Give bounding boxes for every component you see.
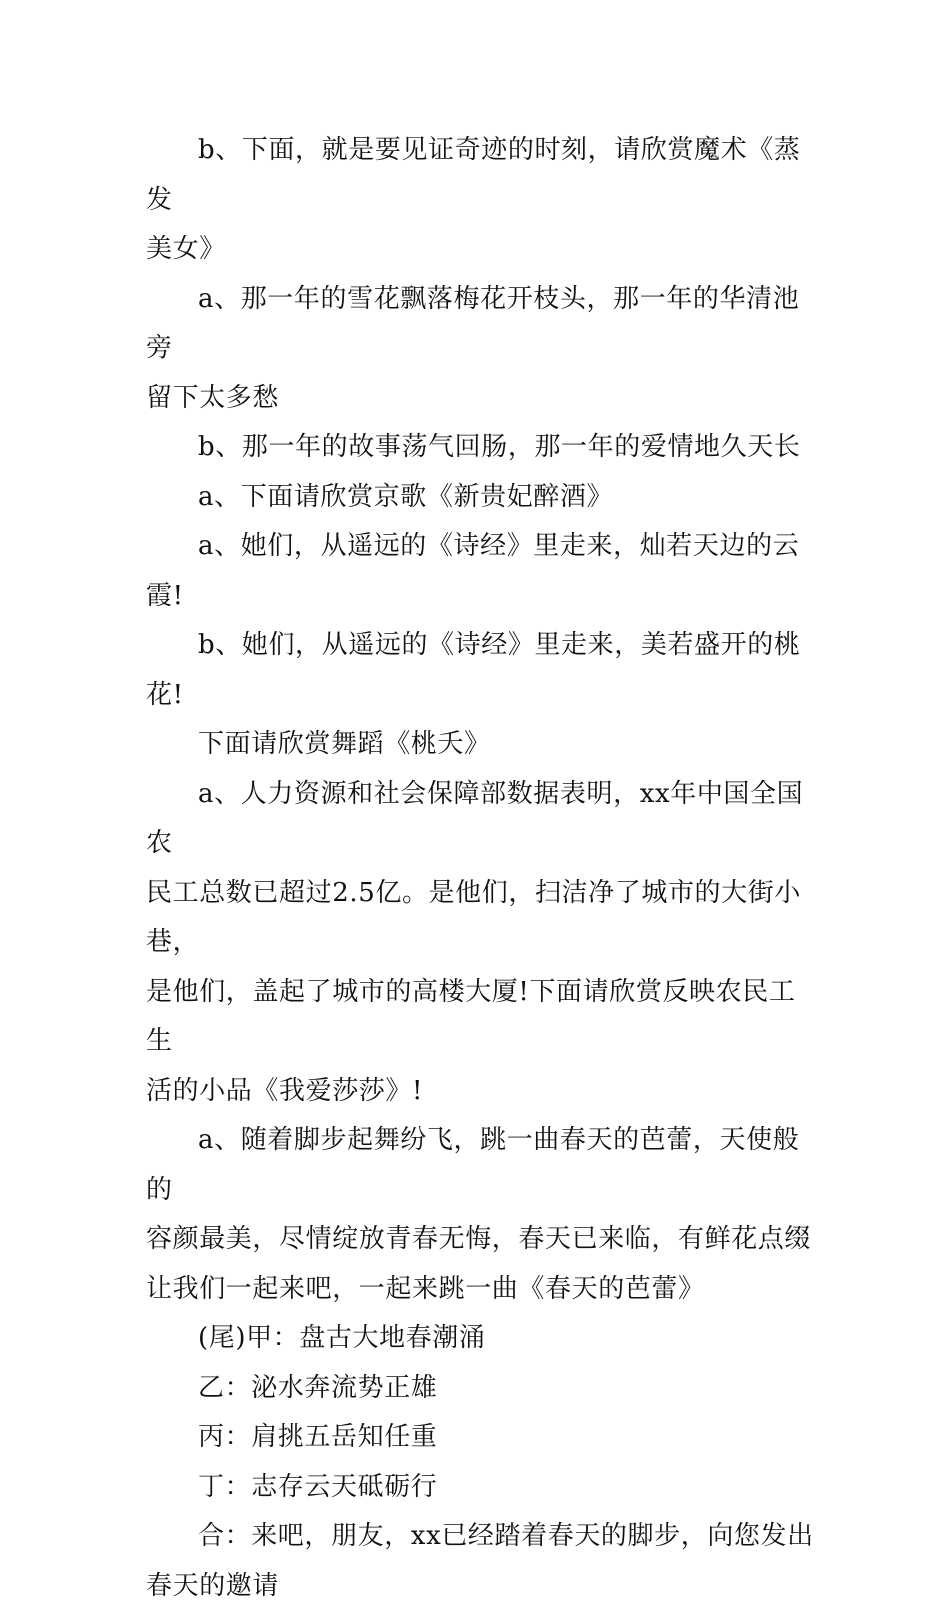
text-line: a、下面请欣赏京歌《新贵妃醉酒》 xyxy=(146,473,816,523)
text-line: b、那一年的故事荡气回肠，那一年的爱情地久天长 xyxy=(146,423,816,473)
document-body xyxy=(146,126,816,1611)
text-line: b、下面，就是要见证奇迹的时刻，请欣赏魔术《蒸发 xyxy=(146,126,816,225)
text-line: 美女》 xyxy=(146,225,816,275)
text-line: b、她们，从遥远的《诗经》里走来，美若盛开的桃花! xyxy=(146,621,816,720)
paragraph-12 xyxy=(146,1413,816,1463)
text-line: 容颜最美，尽情绽放青春无悔，春天已来临，有鲜花点缀 xyxy=(146,1215,816,1265)
paragraph-8 xyxy=(146,770,816,1117)
paragraph-1 xyxy=(146,126,816,275)
text-line: a、随着脚步起舞纷飞，跳一曲春天的芭蕾，天使般的 xyxy=(146,1116,816,1215)
paragraph-4 xyxy=(146,473,816,523)
text-line: 是他们，盖起了城市的高楼大厦!下面请欣赏反映农民工生 xyxy=(146,968,816,1067)
paragraph-2 xyxy=(146,275,816,424)
paragraph-14 xyxy=(146,1512,816,1611)
text-line: a、那一年的雪花飘落梅花开枝头，那一年的华清池旁 xyxy=(146,275,816,374)
text-line: 活的小品《我爱莎莎》! xyxy=(146,1067,816,1117)
paragraph-9 xyxy=(146,1116,816,1314)
paragraph-5 xyxy=(146,522,816,621)
paragraph-3 xyxy=(146,423,816,473)
text-line: a、她们，从遥远的《诗经》里走来，灿若天边的云霞! xyxy=(146,522,816,621)
text-line: 春天的邀请 xyxy=(146,1562,816,1611)
text-line: a、人力资源和社会保障部数据表明，xx年中国全国农 xyxy=(146,770,816,869)
text-line: 丙：肩挑五岳知任重 xyxy=(146,1413,816,1463)
text-line: 乙：泌水奔流势正雄 xyxy=(146,1364,816,1414)
paragraph-10 xyxy=(146,1314,816,1364)
paragraph-6 xyxy=(146,621,816,720)
text-line: 合：来吧，朋友，xx已经踏着春天的脚步，向您发出 xyxy=(146,1512,816,1562)
text-line: (尾)甲：盘古大地春潮涌 xyxy=(146,1314,816,1364)
paragraph-7 xyxy=(146,720,816,770)
text-line: 民工总数已超过2.5亿。是他们，扫洁净了城市的大街小巷， xyxy=(146,869,816,968)
text-line: 丁：志存云天砥砺行 xyxy=(146,1463,816,1513)
text-line: 下面请欣赏舞蹈《桃夭》 xyxy=(146,720,816,770)
paragraph-13 xyxy=(146,1463,816,1513)
text-line: 让我们一起来吧，一起来跳一曲《春天的芭蕾》 xyxy=(146,1265,816,1315)
paragraph-11 xyxy=(146,1364,816,1414)
text-line: 留下太多愁 xyxy=(146,374,816,424)
